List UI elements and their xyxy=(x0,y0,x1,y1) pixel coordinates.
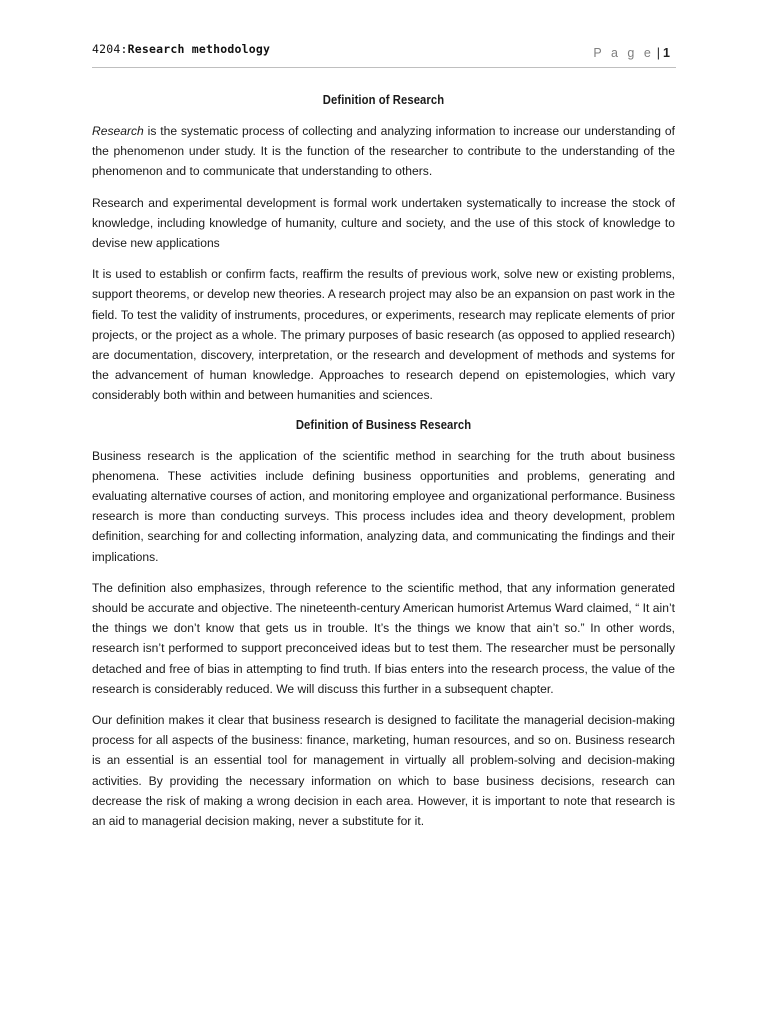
paragraph-text: is the systematic process of collecting and analyzing information to increase our understanding of the phenomenon under study. It is the function of the researcher to contribute to the understanding of the phenomenon and to communicate that understanding to others. xyxy=(92,124,675,179)
course-title xyxy=(92,42,270,56)
paragraph xyxy=(92,446,675,567)
document-body xyxy=(92,93,675,842)
paragraph-text: Business research is the application of the scientific method in searching for the truth about business phenomena. These activities include defining business opportunities and problems, generating and evaluating alternative courses of action, and monitoring employee and organizational performance. Business research is more than conducting surveys. This process includes idea and theory development, problem definition, searching for and collecting information, analyzing data, and communicating the findings and their implications. xyxy=(92,448,675,564)
header-divider xyxy=(92,67,676,68)
page-word: P a g e xyxy=(593,46,654,60)
section-heading-business-research: Definition of Business Research xyxy=(295,417,472,432)
section-heading-research: Definition of Research xyxy=(322,93,445,107)
paragraph-lead-term: Research xyxy=(92,124,144,138)
page-separator: | xyxy=(656,46,661,60)
paragraph-text: Research and experimental development is formal work undertaken systematically to increase the stock of knowledge, including knowledge of humanity, culture and society, and the use of this stock of knowledge to devise new applications xyxy=(92,195,675,251)
course-code: 4204: xyxy=(92,42,128,56)
paragraph-text: It is used to establish or confirm facts, reaffirm the results of previous work, solve new or existing problems, support theorems, or develop new theories. A research project may also be an expansion on past work in the field. To test the validity of instruments, procedures, or experiments, research may replicate elements of prior projects, or the project as a whole. The primary purposes of basic research (as opposed to applied research) are documentation, discovery, interpretation, or the research and development of methods and systems for the advancement of human knowledge. Approaches to research depend on epistemologies, which vary considerably both within and between humanities and sciences. xyxy=(92,267,675,403)
paragraph xyxy=(92,193,675,254)
paragraph xyxy=(92,578,675,699)
page-indicator xyxy=(593,46,670,60)
paragraph xyxy=(92,710,675,831)
page-header xyxy=(92,40,676,70)
page-number: 1 xyxy=(663,46,670,60)
course-name: Research methodology xyxy=(127,42,271,56)
paragraph xyxy=(92,121,675,182)
paragraph xyxy=(92,264,675,405)
paragraph-text: The definition also emphasizes, through reference to the scientific method, that any information generated should be accurate and objective. The nineteenth-century American humorist Artemus Ward claimed, “ It ain’t the things we don’t know that gets us in trouble. It’s the things we know that ain’t so.” In other words, research isn’t performed to support preconceived ideas but to test them. The researcher must be personally detached and free of bias in attempting to find truth. If bias enters into the research process, the value of the research is considerably reduced. We will discuss this further in a subsequent chapter. xyxy=(92,580,675,696)
paragraph-text: Our definition makes it clear that business research is designed to facilitate the managerial decision-making process for all aspects of the business: finance, marketing, human resources, and so on. Business research is an essential is an essential tool for management in virtually all problem-solving and decision-making activities. By providing the necessary information on which to base business decisions, research can decrease the risk of making a wrong decision in each area. However, it is important to note that research is an aid to managerial decision making, never a substitute for it. xyxy=(92,713,675,829)
